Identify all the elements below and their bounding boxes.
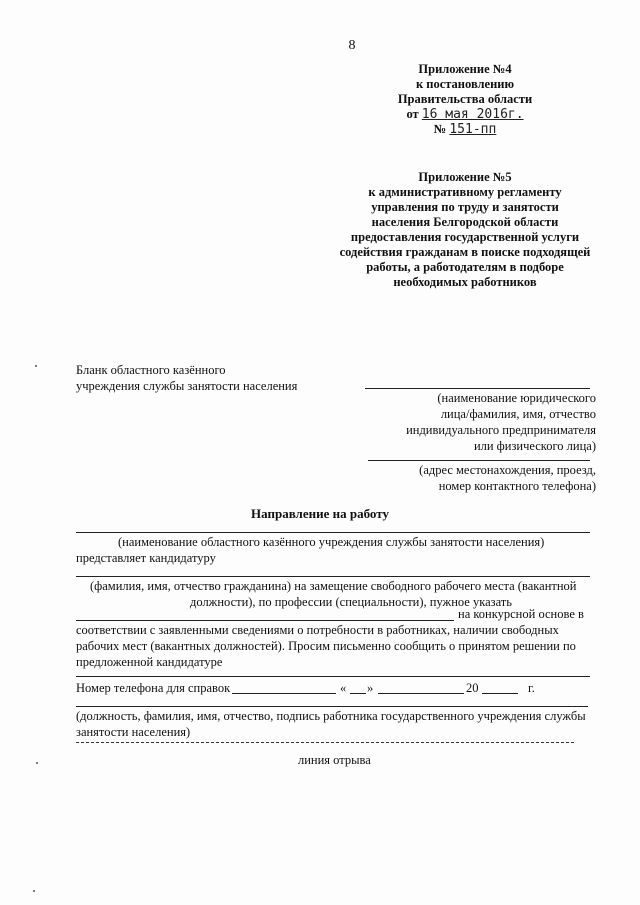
appendix5-line: содействия гражданам в поиске подходящей <box>339 245 591 259</box>
body-text: соответствии с заявленными сведениями о потребности в работниках, наличии свободных рабочих мест (вакантных должностей). Просим письменно сообщить о принятом решении по предложенной кандидатуре <box>76 623 576 669</box>
tear-dashed-line <box>76 742 574 743</box>
appendix5-line: работы, а работодателям в подборе <box>366 260 564 274</box>
separator-line <box>76 676 590 677</box>
tear-line-label: линия отрыва <box>298 753 371 767</box>
month-field[interactable] <box>378 693 464 694</box>
scan-speck <box>35 365 37 367</box>
handwritten-date: 16 мая 2016г. <box>421 107 524 122</box>
recipient-name-line[interactable] <box>365 388 590 389</box>
appendix4-line1: к постановлению <box>415 77 515 91</box>
year-prefix: 20 <box>466 681 479 695</box>
signature-line[interactable] <box>76 706 588 707</box>
competitive-text: на конкурсной основе в <box>458 607 584 621</box>
recipient-address-hint: (адрес местонахождения, проезд, номер контактного телефона) <box>419 463 596 493</box>
phone-field[interactable] <box>232 693 336 694</box>
appendix5-title: Приложение №5 <box>418 170 512 184</box>
year-suffix: г. <box>528 681 535 695</box>
appendix5-line: управления по труду и занятости <box>371 200 559 214</box>
appendix5-line: населения Белгородской области <box>371 215 559 229</box>
appendix4-line2: Правительства области <box>397 92 533 106</box>
presents-text: представляет кандидатуру <box>76 551 216 565</box>
candidate-line[interactable] <box>76 576 590 577</box>
appendix4-date: от 16 мая 2016г. <box>406 107 524 122</box>
quote-close: » <box>367 681 374 695</box>
day-field[interactable] <box>350 693 366 694</box>
year-field[interactable] <box>482 693 518 694</box>
blank-label: Бланк областного казённого учреждения службы занятости населения <box>76 363 298 393</box>
institution-hint: (наименование областного казённого учреждения службы занятости населения) <box>118 535 545 549</box>
handwritten-number: 151-пп <box>449 122 497 137</box>
appendix4-title: Приложение №4 <box>418 62 512 76</box>
scan-speck <box>36 762 38 764</box>
appendix5-line: предоставления государственной услуги <box>350 230 580 244</box>
quote-open: « <box>340 681 347 695</box>
appendix4-number: № 151-пп <box>433 122 497 137</box>
scan-speck <box>33 890 35 892</box>
profession-line[interactable] <box>76 620 454 621</box>
appendix5-header <box>320 170 610 290</box>
doc-title: Направление на работу <box>251 506 389 521</box>
page-number: 8 <box>348 38 356 53</box>
institution-line[interactable] <box>76 532 590 533</box>
phone-label: Номер телефона для справок <box>76 681 231 695</box>
signature-hint: (должность, фамилия, имя, отчество, подпись работника государственного учреждения службы занятости населения) <box>76 709 586 739</box>
candidate-hint-2: должности), по профессии (специальности), пужное указать <box>190 595 512 609</box>
appendix5-line: необходимых работников <box>393 275 537 289</box>
candidate-hint-1: (фамилия, имя, отчество гражданина) на замещение свободного рабочего места (вакантной <box>90 579 577 593</box>
appendix4-header <box>370 62 560 137</box>
recipient-address-line[interactable] <box>368 460 590 461</box>
appendix5-line: к административному регламенту <box>368 185 562 199</box>
recipient-name-hint: (наименование юридического лица/фамилия, имя, отчество индивидуального предпринимателя или физического лица) <box>406 391 596 453</box>
